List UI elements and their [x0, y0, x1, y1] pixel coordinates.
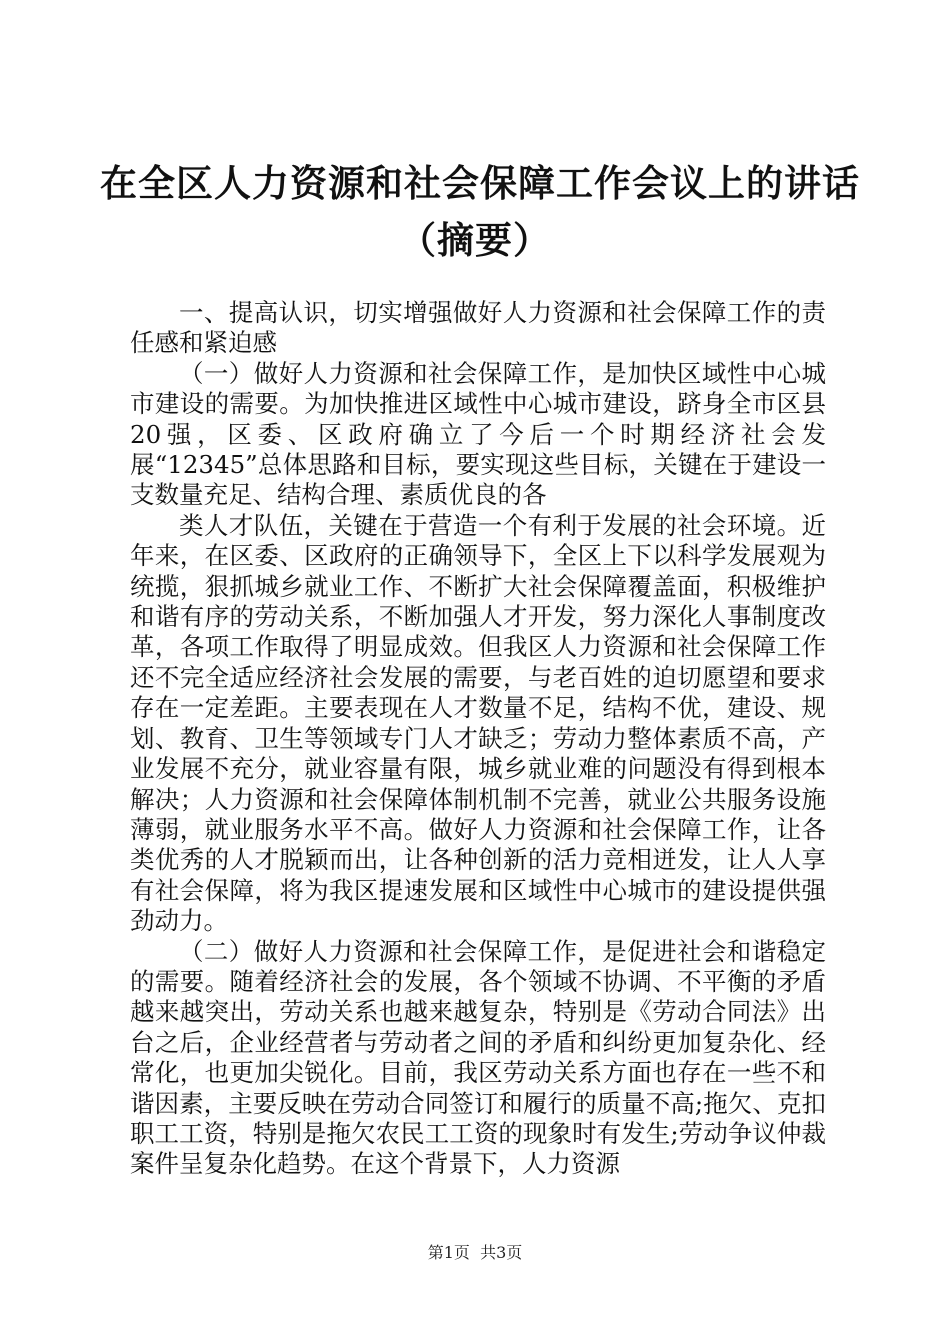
section-heading: 一、提高认识，切实增强做好人力资源和社会保障工作的责任感和紧迫感	[130, 298, 826, 358]
body-paragraph: （一）做好人力资源和社会保障工作，是加快区域性中心城市建设的需要。为加快推进区域性中心城市建设，跻身全市区县20强，区委、区政府确立了今后一个时期经济社会发展“12345”总体思路和目标，要实现这些目标，关键在于建设一支数量充足、结构合理、素质优良的各	[130, 358, 826, 510]
body-paragraph: 类人才队伍，关键在于营造一个有利于发展的社会环境。近年来，在区委、区政府的正确领导下，全区上下以科学发展观为统揽，狠抓城乡就业工作、不断扩大社会保障覆盖面，积极维护和谐有序的劳动关系，不断加强人才开发，努力深化人事制度改革，各项工作取得了明显成效。但我区人力资源和社会保障工作还不完全适应经济社会发展的需要，与老百姓的迫切愿望和要求存在一定差距。主要表现在人才数量不足，结构不优，建设、规划、教育、卫生等领域专门人才缺乏；劳动力整体素质不高，产业发展不充分，就业容量有限，城乡就业难的问题没有得到根本解决；人力资源和社会保障体制机制不完善，就业公共服务设施薄弱，就业服务水平不高。做好人力资源和社会保障工作，让各类优秀的人才脱颖而出，让各种创新的活力竞相迸发，让人人享有社会保障，将为我区提速发展和区域性中心城市的建设提供强劲动力。	[130, 510, 826, 936]
document-body	[130, 298, 826, 1180]
page-footer: 第1页 共3页	[427, 1243, 523, 1262]
body-paragraph: （二）做好人力资源和社会保障工作，是促进社会和谐稳定的需要。随着经济社会的发展，各个领域不协调、不平衡的矛盾越来越突出，劳动关系也越来越复杂，特别是《劳动合同法》出台之后，企业经营者与劳动者之间的矛盾和纠纷更加复杂化、经常化，也更加尖锐化。目前，我区劳动关系方面也存在一些不和谐因素，主要反映在劳动合同签订和履行的质量不高;拖欠、克扣职工工资，特别是拖欠农民工工资的现象时有发生;劳动争议仲裁案件呈复杂化趋势。在这个背景下，人力资源	[130, 936, 826, 1179]
document-subtitle: （摘要）	[399, 218, 551, 262]
document-title: 在全区人力资源和社会保障工作会议上的讲话	[100, 161, 860, 205]
